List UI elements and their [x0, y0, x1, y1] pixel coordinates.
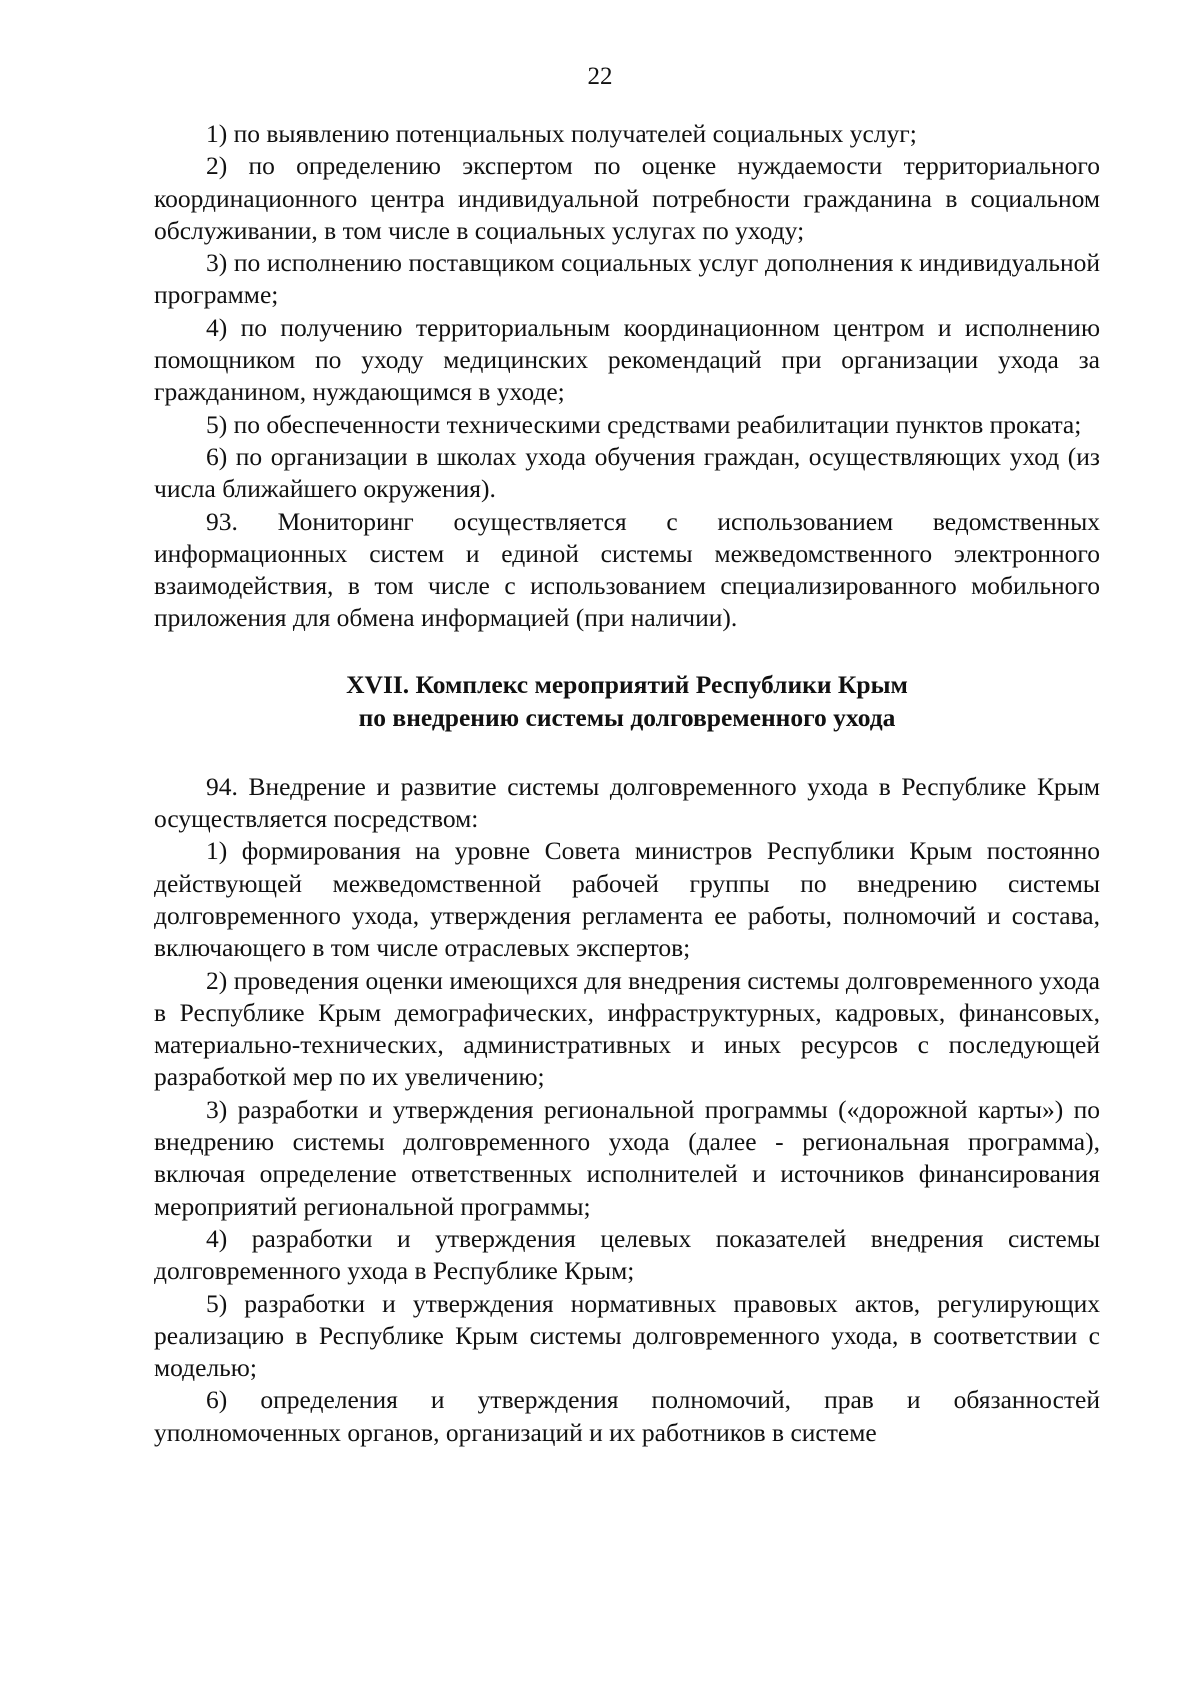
- paragraph-item-2: 2) по определению экспертом по оценке нуждаемости территориального координационного центра индивидуальной потребности гражданина в социальном обслуживании, в том числе в социальных услугах по уходу;: [154, 151, 1100, 245]
- paragraph-94-item-6: 6) определения и утверждения полномочий, прав и обязанностей уполномоченных органов, организаций и их работников в системе: [154, 1385, 1100, 1447]
- paragraph-93: 93. Мониторинг осуществляется с использованием ведомственных информационных систем и единой системы межведомственного электронного взаимодействия, в том числе с использованием специализированного мобильного приложения для обмена информацией (при наличии).: [154, 506, 1100, 633]
- section-heading-line-1: XVII. Комплекс мероприятий Республики Крым: [346, 669, 908, 699]
- paragraph-item-4: 4) по получению территориальным координационном центром и исполнению помощником по уходу медицинских рекомендаций при организации ухода за гражданином, нуждающимся в уходе;: [154, 312, 1100, 407]
- paragraph-94: 94. Внедрение и развитие системы долговременного ухода в Республике Крым осуществляется посредством:: [154, 771, 1100, 834]
- paragraph-94-item-2: 2) проведения оценки имеющихся для внедрения системы долговременного ухода в Республике Крым демографических, инфраструктурных, кадровых, финансовых, материально-технических, административных и иных ресурсов с последующей разработкой мер по их увеличению;: [154, 965, 1100, 1092]
- page-number: 22: [587, 63, 613, 90]
- paragraph-94-item-1: 1) формирования на уровне Совета министров Республики Крым постоянно действующей межведомственной рабочей группы по внедрению системы долговременного ухода, утверждения регламента ее работы, полномочий и состава, включающего в том числе отраслевых экспертов;: [154, 836, 1100, 963]
- paragraph-94-item-3: 3) разработки и утверждения региональной программы («дорожной карты») по внедрению системы долговременного ухода (далее - региональная программа), включая определение ответственных исполнителей и источников финансирования мероприятий региональной программы;: [154, 1094, 1100, 1221]
- paragraph-94-item-4: 4) разработки и утверждения целевых показателей внедрения системы долговременного ухода в Республике Крым;: [154, 1223, 1100, 1286]
- paragraph-item-3: 3) по исполнению поставщиком социальных услуг дополнения к индивидуальной программе;: [154, 248, 1100, 310]
- paragraph-item-5: 5) по обеспеченности техническими средствами реабилитации пунктов проката;: [206, 409, 1082, 439]
- document-body: [154, 118, 1100, 1449]
- paragraph-94-item-5: 5) разработки и утверждения нормативных правовых актов, регулирующих реализацию в Республике Крым системы долговременного ухода, в соответствии с моделью;: [154, 1288, 1100, 1383]
- paragraph-item-1: 1) по выявлению потенциальных получателей социальных услуг;: [206, 119, 917, 148]
- section-heading: [154, 668, 1100, 734]
- paragraph-item-6: 6) по организации в школах ухода обучения граждан, осуществляющих уход (из числа ближайшего окружения).: [154, 441, 1100, 504]
- section-heading-line-2: по внедрению системы долговременного ухода: [358, 702, 896, 732]
